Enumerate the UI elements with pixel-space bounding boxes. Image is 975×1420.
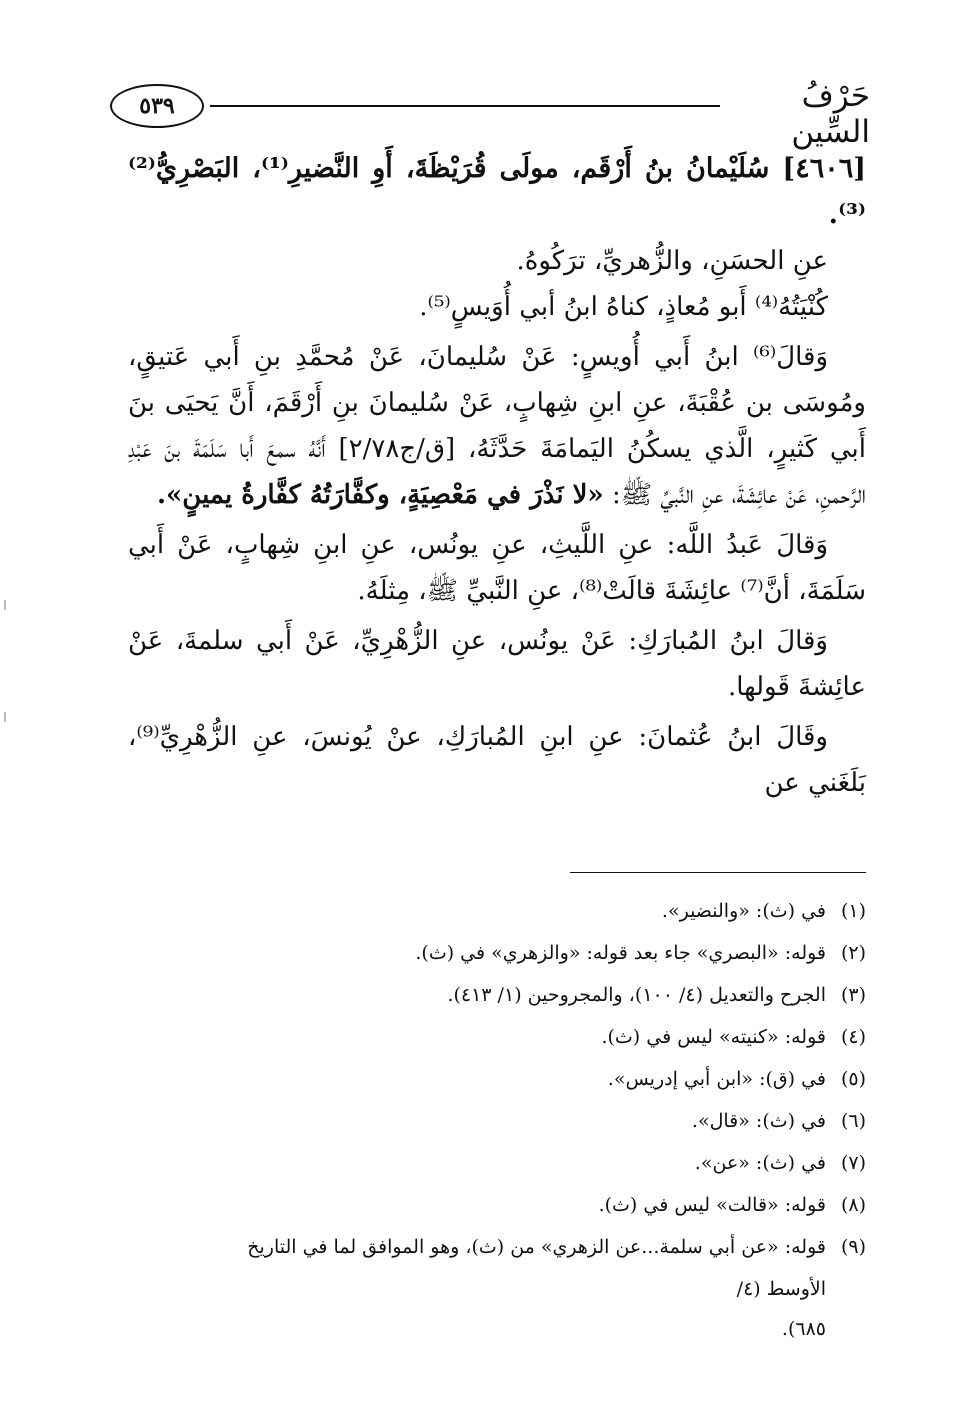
- footnotes-list: [190, 890, 866, 1348]
- chapter-title: حَرْفُ السِّين: [791, 78, 870, 150]
- footnote: [190, 1058, 866, 1100]
- footnote: [190, 1016, 866, 1058]
- footnote-text: الجرح والتعديل (٤/ ١٠٠)، والمجروحين (١/ ٤١٣).: [447, 984, 826, 1006]
- footnote: [190, 974, 866, 1016]
- footnote-text: في (ق): «ابن أبي إدريس».: [607, 1068, 826, 1090]
- footnote: [190, 1100, 866, 1142]
- footnote-text: قوله: «البصري» جاء بعد قوله: «والزهري» في (ث).: [415, 942, 826, 964]
- page-header: [110, 78, 870, 150]
- footnote-number: (٨): [840, 1194, 866, 1216]
- footnote-text: قوله: «قالت» ليس في (ث).: [598, 1194, 826, 1216]
- footnote-number: (١): [840, 900, 866, 922]
- paragraph: [128, 334, 866, 518]
- page-number-badge: ٥٣٩: [110, 84, 204, 128]
- footnote: [190, 1184, 866, 1226]
- footnote-number: (٣): [840, 984, 866, 1006]
- paragraph: وقَالَ ابنُ عُثمانَ: عنِ ابنِ المُبارَكِ، عنْ يُونسَ، عنِ الزُّهْرِيِّ⁽⁹⁾، بَلَغَني عن: [128, 722, 866, 798]
- footnote-number: (٦): [840, 1110, 866, 1132]
- header-rule: [210, 105, 720, 107]
- footnote: [190, 932, 866, 974]
- footnote-separator: [570, 872, 866, 873]
- footnote-number: (٢): [840, 942, 866, 964]
- footnote-number: (٤): [840, 1026, 866, 1048]
- footnote-number: (٩): [840, 1236, 866, 1258]
- footnote-number: (٧): [840, 1152, 866, 1174]
- footnote-text: قوله: «كنيته» ليس في (ث).: [601, 1026, 826, 1048]
- paragraph: وَقالَ ابنُ المُبارَكِ: عَنْ يونُس، عنِ الزُّهْرِيِّ، عَنْ أَبي سلمةَ، عَنْ عائِشةَ قَولها.: [128, 626, 866, 702]
- footnote-text: قوله: «عن أبي سلمة...عن الزهري» من (ث)، وهو الموافق لما في التاريخ الأوسط (٤/: [247, 1236, 826, 1300]
- footnote-text: في (ث): «عن».: [694, 1152, 826, 1174]
- paragraph-text: وَقالَ⁽⁶⁾ ابنُ أَبي أُويسٍ: عَنْ سُليمانَ، عَنْ مُحمَّدِ بنِ أَبي عَتيقٍ، ومُوسَى بن عُقْبَةَ، عنِ ابنِ شِهابٍ، عَنْ سُليمانَ بنِ أَرْقَمَ، أَنَّ يَحيَى بنَ أَبي كَثيرٍ، الَّذي يسكُنُ اليَمامَةَ حَدَّثَهُ، [ق/ج٢/٧٨] أَنَّهُ سمعَ أَبا سَلَمَةَ بنَ عَبْدِ الرَّحمنِ، عَنْ عائِشَةَ، عنِ النَّبيِّ ﷺ:: [128, 342, 866, 510]
- footnote: [190, 1142, 866, 1184]
- footnote-text: في (ث): «قال».: [691, 1110, 826, 1132]
- main-text: [128, 146, 866, 810]
- paragraph: وَقالَ عَبدُ اللَّه: عنِ اللَّيثِ، عنِ يونُس، عنِ ابنِ شِهابٍ، عَنْ أَبي سَلَمَةَ، أنَّ⁽⁷⁾ عائِشَةَ قالَتْ⁽⁸⁾، عنِ النَّبيِّ ﷺ، مِثلَهُ.: [128, 530, 866, 606]
- scan-edge-mark: [4, 712, 6, 722]
- scan-edge-mark: [4, 600, 6, 610]
- footnote-number: (٥): [840, 1068, 866, 1090]
- entry-line: عنِ الحسَنِ، والزُّهريِّ، ترَكُوهُ.: [516, 246, 828, 276]
- entry-line: كُنْيَتُهُ⁽⁴⁾ أَبو مُعاذٍ، كناهُ ابنُ أبي أُوَيسٍ⁽⁵⁾.: [419, 292, 828, 322]
- footnote: [190, 890, 866, 932]
- footnote-text: في (ث): «والنضير».: [661, 900, 826, 922]
- footnote-continuation: ٦٨٥).: [781, 1318, 826, 1340]
- entry-heading: [٤٦٠٦] سُلَيْمانُ بنُ أَرْقَم، مولَى قُرَيْظَةَ، أَوِ النَّضيرِ⁽¹⁾، البَصْرِيُّ⁽²⁾⁽³⁾.: [128, 153, 866, 230]
- footnote: [190, 1226, 866, 1310]
- hadith-quote: «لا نَذْرَ في مَعْصِيَةٍ، وكفَّارَتُهُ كفَّارةُ يمينٍ».: [156, 480, 604, 510]
